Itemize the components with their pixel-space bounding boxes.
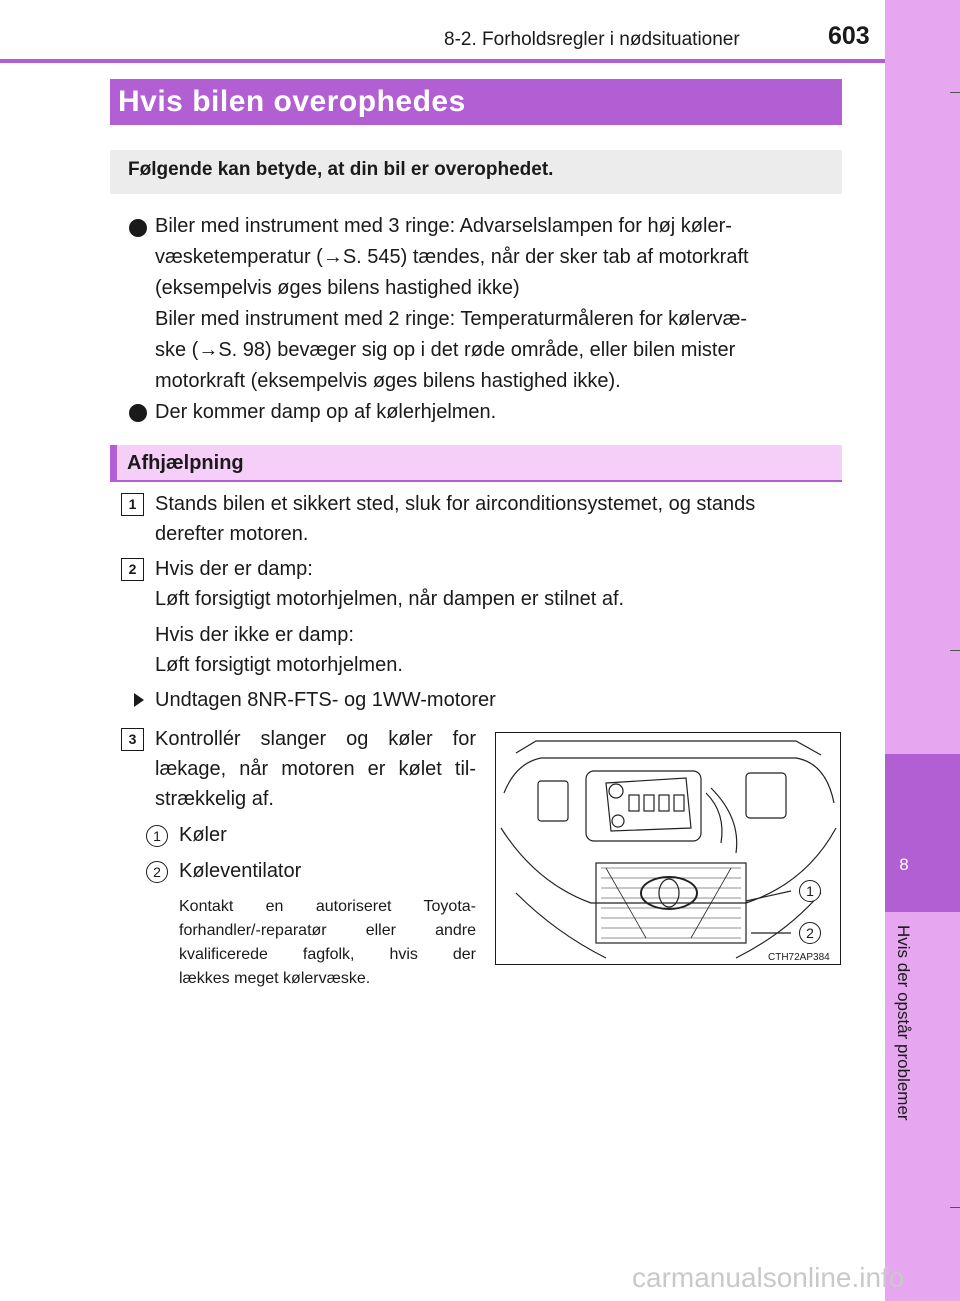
item-label-cooling-fan: Køleventilator (179, 860, 302, 882)
item-label-radiator: Køler (179, 824, 227, 846)
step-line: Hvis der ikke er damp: (155, 624, 354, 646)
intro-box (110, 150, 842, 194)
engine-bay-illustration (495, 732, 841, 965)
page-title: Hvis bilen overophedes (118, 85, 466, 118)
chapter-title: Hvis der opstår problemer (894, 925, 913, 1121)
engine-bay-drawing (496, 733, 841, 965)
intro-text: Følgende kan betyde, at din bil er overophedet. (128, 159, 554, 180)
step-number-box: 3 (121, 728, 144, 751)
dealer-note (179, 895, 476, 991)
bullet-paragraph (155, 211, 836, 397)
figure-callout: 1 (799, 880, 821, 902)
triangle-arrow-icon (134, 693, 144, 707)
trim-mark (950, 650, 960, 651)
bullet-line: ske (→S. 98) bevæger sig op i det røde område, eller bilen mister (155, 339, 736, 361)
header-rule (0, 59, 885, 63)
chapter-tab-marker[interactable] (885, 754, 960, 912)
engine-note: Undtagen 8NR-FTS- og 1WW-motorer (155, 689, 496, 711)
step-line: Løft forsigtigt motorhjelmen, når dampen er stilnet af. (155, 588, 625, 610)
figure-code: CTH72AP384 (768, 952, 830, 963)
step-line: Stands bilen et sikkert sted, sluk for airconditionsystemet, og stands (155, 493, 756, 515)
bullet-line: Biler med instrument med 2 ringe: Temperaturmåleren for kølervæ- (155, 308, 748, 330)
bullet-line: Der kommer damp op af kølerhjelmen. (155, 401, 497, 423)
step-line: Kontrollér slanger og køler for (155, 728, 476, 750)
note-line: kvalificerede fagfolk, hvis der (179, 946, 476, 963)
step-line: Hvis der er damp: (155, 558, 313, 580)
section-header: 8-2. Forholdsregler i nødsituationer (444, 29, 740, 50)
step-line: strækkelig af. (155, 788, 274, 810)
watermark: carmanualsonline.info (632, 1262, 905, 1293)
step-line: Løft forsigtigt motorhjelmen. (155, 654, 403, 676)
trim-mark (950, 92, 960, 93)
step-line: derefter motoren. (155, 523, 309, 545)
remedy-heading: Afhjælpning (127, 452, 244, 474)
note-line: Kontakt en autoriseret Toyota- (179, 898, 476, 915)
bullet-icon (129, 404, 147, 422)
step-number-box: 1 (121, 493, 144, 516)
trim-mark (950, 1207, 960, 1208)
callout-number: 2 (146, 861, 168, 883)
step-3-text (155, 724, 476, 814)
step-line: lækage, når motoren er kølet til- (155, 758, 476, 780)
bullet-paragraph (155, 397, 836, 428)
page-number: 603 (828, 22, 870, 50)
figure-callout: 2 (799, 922, 821, 944)
page-title-banner (110, 79, 842, 125)
bullet-line: motorkraft (eksempelvis øges bilens hastighed ikke). (155, 370, 621, 392)
step-number-box: 2 (121, 558, 144, 581)
chapter-title-wrap (893, 925, 915, 1155)
step-1-text (155, 489, 836, 549)
step-2-text (155, 554, 836, 680)
bullet-line: (eksempelvis øges bilens hastighed ikke) (155, 277, 520, 299)
bullet-line: Biler med instrument med 3 ringe: Advarselslampen for høj køler- (155, 215, 732, 237)
bullet-icon (129, 219, 147, 237)
remedy-heading-bar (110, 445, 842, 482)
bullet-line: væsketemperatur (→S. 545) tændes, når der sker tab af motorkraft (155, 246, 749, 268)
note-line: lækkes meget kølervæske. (179, 970, 371, 987)
note-line: forhandler/-reparatør eller andre (179, 922, 476, 939)
chapter-number: 8 (899, 855, 909, 874)
callout-number: 1 (146, 825, 168, 847)
